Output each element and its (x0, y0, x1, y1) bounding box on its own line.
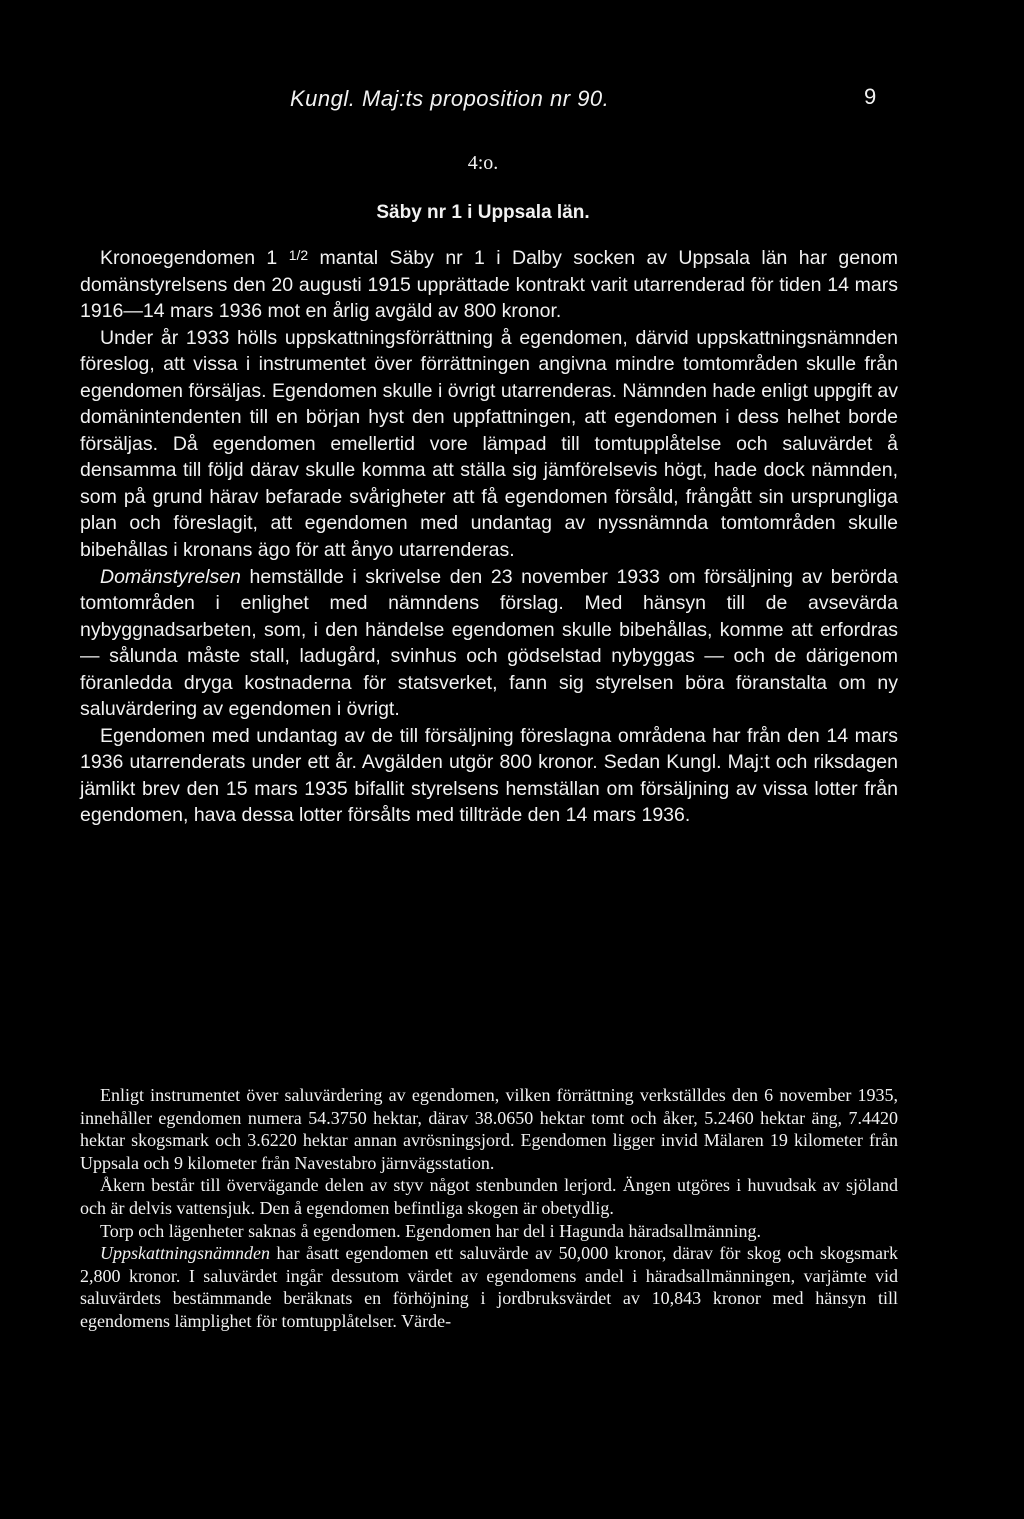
paragraph-2: Under år 1933 hölls uppskattningsförrättning å egendomen, därvid uppskattningsnämnden föreslog, att vissa i instrumentet över förrättningen angivna mindre tomtområden skulle från egendomen försäljas. Egendomen skulle i övrigt utarrenderas. Nämnden hade enligt uppgift av domänintendenten till en början hyst den uppfattningen, att egendomen i dess helhet borde försäljas. Då egendomen emellertid vore lämpad till tomtupplåtelse och saluvärdet å densamma till följd därav skulle komma att ställa sig jämförelsevis högt, hade dock nämnden, som på grund härav befarade svårigheter att få egendomen försåld, frångått sin ursprungliga plan och föreslagit, att egendomen med undantag av nyssnämnda tomtområden skulle bibehållas i kronans ägo för att ånyo utarrenderas. (80, 326, 898, 562)
paragraph-1 (80, 242, 898, 325)
paragraph-1-end: mantal Säby nr 1 i Dalby socken av Uppsala län har genom domänstyrelsens den 20 augusti 1915 upprättade kontrakt varit utarrenderad för tiden 14 mars 1916—14 mars 1936 mot en årlig avgäld av 800 kronor. (80, 247, 898, 323)
main-body-text (80, 242, 898, 829)
paragraph-8-rest: har åsatt egendomen ett saluvärde av 50,000 kronor, därav för skog och skogsmark 2,800 kronor. I saluvärdet ingår dessutom värdet av egendomens andel i häradsallmänningen, varjämte vid saluvärdets bestämmande beräknats en förhöjning i jordbruksvärdet av 10,843 kronor med hänsyn till egendomens lämplighet för tomtupplåtelser. Värde- (80, 1243, 898, 1331)
paragraph-8-italic-lead: Uppskattningsnämnden (100, 1243, 270, 1264)
paragraph-3 (80, 564, 898, 723)
paragraph-7: Torp och lägenheter saknas å egendomen. Egendomen har del i Hagunda häradsallmänning. (100, 1220, 762, 1241)
paragraph-1-start: Kronoegendomen 1 (100, 247, 278, 269)
paragraph-5: Enligt instrumentet över saluvärdering av egendomen, vilken förrättning verkställdes den 6 november 1935, innehåller egendomen numera 54.3750 hektar, därav 38.0650 hektar tomt och åker, 5.2460 hektar äng, 7.4420 hektar skogsmark och 3.6220 hektar annan avrösningsjord. Egendomen ligger invid Mälaren 19 kilometer från Uppsala och 9 kilometer från Navestabro järnvägsstation. (80, 1085, 898, 1173)
running-header-title: Kungl. Maj:ts proposition nr 90. (290, 86, 610, 111)
section-heading: Säby nr 1 i Uppsala län. (376, 202, 590, 223)
small-print-text (80, 1084, 898, 1333)
mantal-fraction: 1/2 (288, 247, 309, 263)
paragraph-3-rest: hemställde i skrivelse den 23 november 1933 om försäljning av berörda tomtområden i enlighet med nämndens förslag. Med hänsyn till de avsevärda nybyggnadsarbeten, som, i den händelse egendomen skulle bibehållas, komme att erfordras — sålunda måste stall, ladugård, svinhus och gödselstad nybyggas — och de därigenom föranledda dryga kostnaderna för statsverket, fann sig styrelsen böra föranstalta om ny saluvärdering av egendomen i övrigt. (80, 565, 898, 721)
page-number: 9 (864, 84, 877, 109)
paragraph-6: Åkern består till övervägande delen av styv något stenbunden lerjord. Ängen utgöres i huvudsak av sjöland och är delvis vattensjuk. Den å egendomen befintliga skogen är obetydlig. (80, 1175, 898, 1218)
section-number: 4:o. (467, 152, 499, 174)
paragraph-4: Egendomen med undantag av de till försäljning föreslagna områdena har från den 14 mars 1936 utarrenderats under ett år. Avgälden utgör 800 kronor. Sedan Kungl. Maj:t och riksdagen jämlikt brev den 15 mars 1935 bifallit styrelsens hemställan om försäljning av vissa lotter från egendomen, hava dessa lotter försålts med tillträde den 14 mars 1936. (80, 724, 898, 827)
paragraph-3-italic-lead: Domänstyrelsen (100, 565, 241, 588)
paragraph-8 (80, 1242, 898, 1332)
